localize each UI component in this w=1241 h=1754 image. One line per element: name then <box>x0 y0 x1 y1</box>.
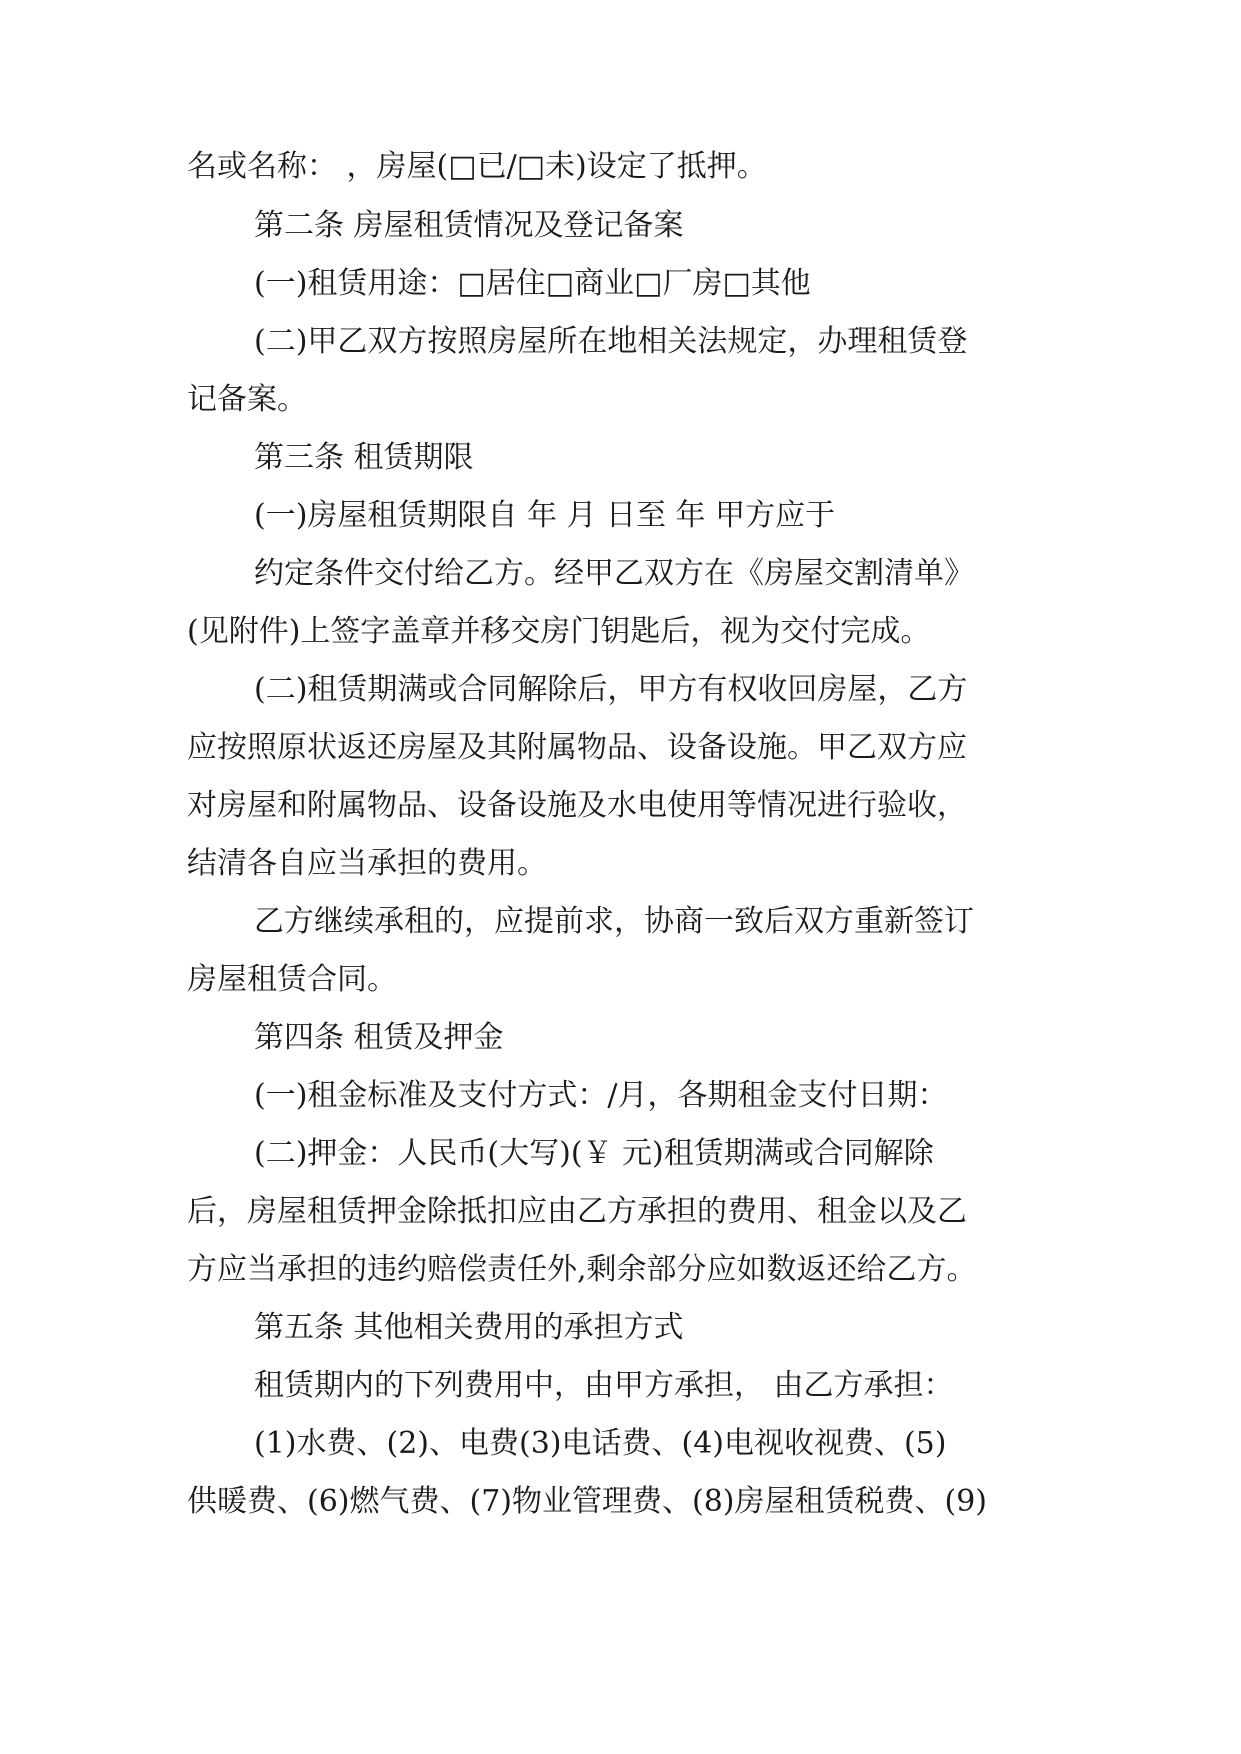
text-line: (1)水费、(2)、电费(3)电话费、(4)电视收视费、(5) <box>254 1426 947 1461</box>
section-heading: 第五条 其他相关费用的承担方式 <box>254 1310 684 1345</box>
text-line: 方应当承担的违约赔偿责任外,剩余部分应如数返还给乙方。 <box>187 1252 977 1287</box>
text-line: 应按照原状返还房屋及其附属物品、设备设施。甲乙双方应 <box>187 730 967 765</box>
text-line: (二)租赁期满或合同解除后，甲方有权收回房屋，乙方 <box>254 672 968 707</box>
text-line: 供暖费、(6)燃气费、(7)物业管理费、(8)房屋租赁税费、(9) <box>187 1484 987 1519</box>
text-line: (一)租赁用途：□居住□商业□厂房□其他 <box>254 266 811 301</box>
text-line: 房屋租赁合同。 <box>187 962 397 997</box>
text-line: 约定条件交付给乙方。经甲乙双方在《房屋交割清单》 <box>254 556 974 591</box>
text-line: 记备案。 <box>187 382 307 417</box>
section-heading: 第四条 租赁及押金 <box>254 1020 504 1055</box>
section-heading: 第二条 房屋租赁情况及登记备案 <box>254 208 684 243</box>
text-line: 后，房屋租赁押金除抵扣应由乙方承担的费用、租金以及乙 <box>187 1194 967 1229</box>
text-line: 结清各自应当承担的费用。 <box>187 846 547 881</box>
text-line: (二)押金：人民币(大写)(￥ 元)租赁期满或合同解除 <box>254 1136 934 1171</box>
section-heading: 第三条 租赁期限 <box>254 440 474 475</box>
text-line: (一)房屋租赁期限自 年 月 日至 年 甲方应于 <box>254 498 836 533</box>
text-line: 乙方继续承租的，应提前求，协商一致后双方重新签订 <box>254 904 974 939</box>
text-line: 名或名称： ，房屋(□已/□未)设定了抵押。 <box>187 149 767 184</box>
text-line: 租赁期内的下列费用中，由甲方承担， 由乙方承担： <box>254 1368 954 1403</box>
text-line: (一)租金标准及支付方式：/月，各期租金支付日期： <box>254 1078 948 1113</box>
text-line: (见附件)上签字盖章并移交房门钥匙后，视为交付完成。 <box>187 614 931 649</box>
text-line: (二)甲乙双方按照房屋所在地相关法规定，办理租赁登 <box>254 324 968 359</box>
text-line: 对房屋和附属物品、设备设施及水电使用等情况进行验收， <box>187 788 967 823</box>
